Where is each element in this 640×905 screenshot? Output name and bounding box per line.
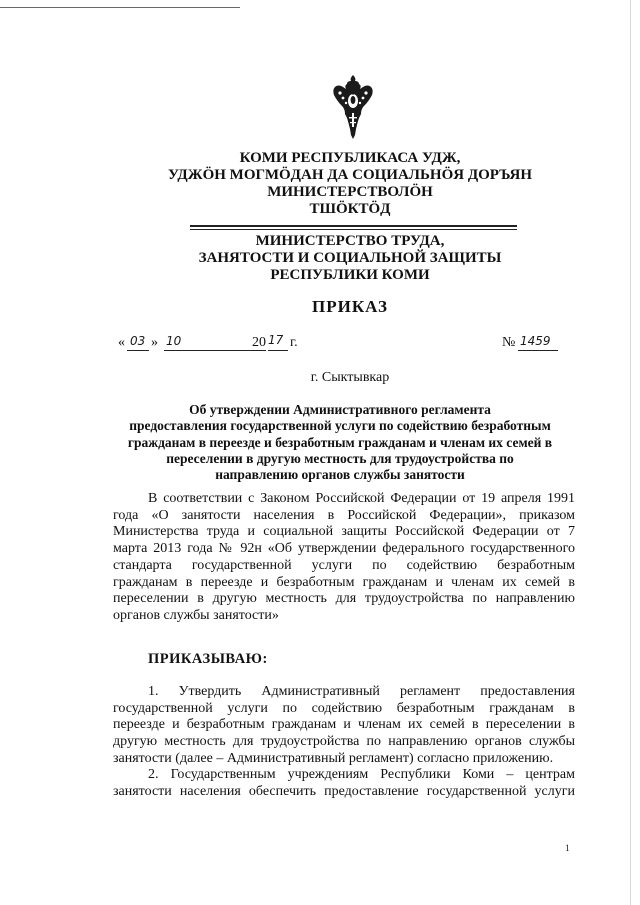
header-divider-thick <box>190 225 517 227</box>
order-item-1 <box>113 684 575 768</box>
date-month-underline <box>164 350 266 351</box>
paragraph-line: стандарта государственной услуги по содействию безработным <box>113 557 575 573</box>
paragraph-line: года «О занятости населения в Российской Федерации», приказом <box>113 507 575 523</box>
date-number-row <box>118 335 568 355</box>
date-open-quote: « <box>118 335 125 350</box>
header-divider-thin <box>190 229 517 230</box>
paragraph-line: занятости (далее – Административный регламент) согласно приложению. <box>113 750 554 766</box>
date-day-handwritten: 03 <box>130 334 146 348</box>
header-russian <box>150 233 550 284</box>
header-ru-line: РЕСПУБЛИКИ КОМИ <box>270 267 430 283</box>
order-directive-heading: ПРИКАЗЫВАЮ: <box>148 651 268 667</box>
date-month-handwritten: 10 <box>166 334 182 348</box>
header-ru-line: ЗАНЯТОСТИ И СОЦИАЛЬНОЙ ЗАЩИТЫ <box>198 250 502 266</box>
subject-line: Об утверждении Административного регламента <box>189 402 491 417</box>
order-subject <box>100 402 580 483</box>
date-year-prefix: 20 <box>252 335 266 350</box>
paragraph-line: переезде и безработным гражданам и членам их семей в переселении в <box>113 717 575 733</box>
date-close-quote: » <box>151 335 158 350</box>
scan-border-top <box>0 7 240 8</box>
order-number-handwritten: 1459 <box>520 334 551 348</box>
preamble-paragraph <box>113 491 575 625</box>
header-komi-line: УДЖӦН МОГМӦДАН ДА СОЦИАЛЬНӦЯ ДОРЪЯН <box>167 167 533 183</box>
page-number: 1 <box>565 843 570 853</box>
header-komi-line: ТШӦКТӦД <box>309 201 391 217</box>
scan-border-right <box>630 0 631 905</box>
subject-line: переселении в другую местность для трудоустройства по <box>166 450 514 466</box>
header-komi-line: МИНИСТЕРСТВОЛӦН <box>267 184 433 200</box>
paragraph-line: переселении в другую местность для трудоустройства по направлению <box>113 591 575 607</box>
date-year-handwritten: 17 <box>268 333 284 347</box>
header-komi-line: КОМИ РЕСПУБЛИКАСА УДЖ, <box>239 150 461 166</box>
order-number-label: № <box>502 335 516 350</box>
document-type-title: ПРИКАЗ <box>312 297 388 316</box>
paragraph-line: 1. Утвердить Административный регламент предоставления <box>148 684 575 699</box>
paragraph-line: органов службы занятости» <box>113 607 279 623</box>
paragraph-line: Министерства труда и социальной защиты Российской Федерации от 7 <box>113 524 575 540</box>
date-day-underline <box>127 350 149 351</box>
subject-line: гражданам в переезде и безработным гражданам и членам их семей в <box>127 434 553 450</box>
city-name: г. Сыктывкар <box>310 370 390 385</box>
paragraph-line: государственной услуги по содействию безработным гражданам в <box>113 700 575 716</box>
subject-line: направлению органов службы занятости <box>215 467 465 483</box>
coat-of-arms-emblem <box>331 73 375 143</box>
header-ru-line: МИНИСТЕРСТВО ТРУДА, <box>255 233 445 249</box>
paragraph-line: занятости населения обеспечить предоставление государственной услуги <box>113 783 575 799</box>
paragraph-line: марта 2013 года № 92н «Об утверждении федерального государственного <box>113 541 575 557</box>
date-year-underline <box>268 350 288 351</box>
paragraph-line: 2. Государственным учреждениям Республики Коми – центрам <box>148 767 575 782</box>
paragraph-line: другую местность для трудоустройства по направлению органов службы <box>113 734 575 750</box>
order-item-2 <box>113 767 575 800</box>
date-year-mark: г. <box>290 335 298 350</box>
subject-line: предоставления государственной услуги по содействию безработным <box>129 418 551 434</box>
order-number-underline <box>518 350 558 351</box>
header-komi-language <box>150 150 550 218</box>
paragraph-line: гражданам в переезде и безработным гражданам и членам их семей в <box>113 574 575 590</box>
paragraph-line: В соответствии с Законом Российской Федерации от 19 апреля 1991 <box>148 491 575 506</box>
